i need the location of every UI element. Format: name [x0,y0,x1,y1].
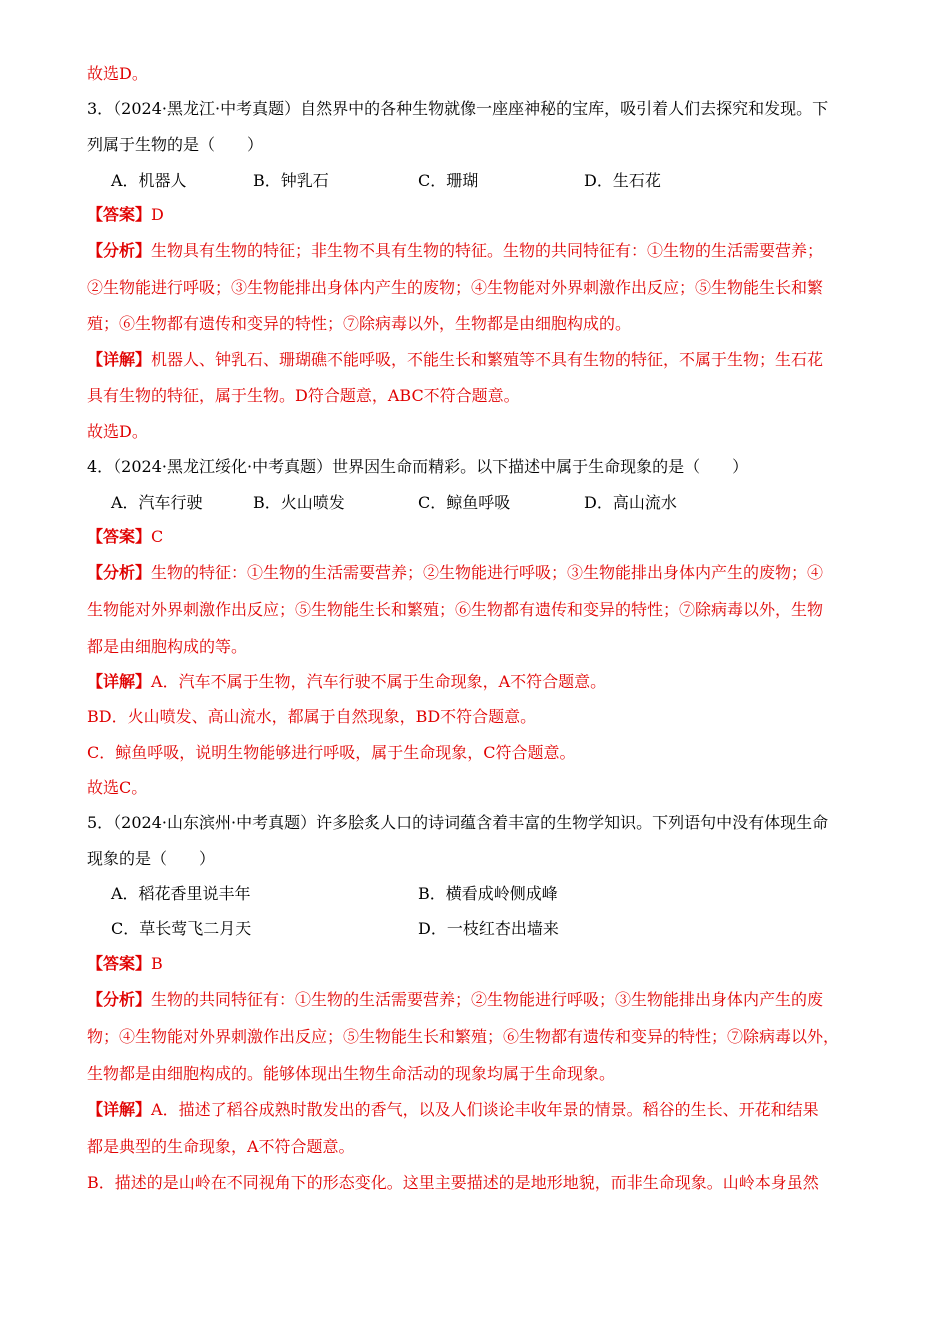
q5-detail-line1 [87,1100,819,1120]
q5-option-a: A．稻花香里说丰年 [111,884,251,903]
q5-option-c: C．草长莺飞二月天 [111,919,252,938]
q3-option-a: A．机器人 [111,171,187,190]
detail-text: A．描述了稻谷成熟时散发出的香气，以及人们谈论丰收年景的情景。稻谷的生长、开花和结果 [151,1100,819,1119]
analysis-tag: 【分析】 [87,990,152,1009]
q5-analysis-line1 [87,990,823,1010]
q5-option-d: D．一枝红杏出墙来 [418,919,559,938]
q4-conclusion: 故选C。 [87,778,148,797]
q4-option-c: C．鲸鱼呼吸 [418,493,511,512]
q5-analysis-line3: 生物都是由细胞构成的。能够体现出生物生命活动的现象均属于生命现象。 [87,1064,616,1083]
q3-answer [87,205,164,225]
q5-option-b: B．横看成岭侧成峰 [418,884,558,903]
analysis-text: 生物具有生物的特征；非生物不具有生物的特征。生物的共同特征有：①生物的生活需要营养； [151,241,824,260]
answer-tag: 【答案】 [87,954,152,973]
detail-tag: 【详解】 [87,350,152,369]
q3-option-b: B．钟乳石 [253,171,329,190]
q4-analysis-line1 [87,563,823,583]
answer-tag: 【答案】 [87,527,152,546]
analysis-text: 生物的共同特征有：①生物的生活需要营养；②生物能进行呼吸；③生物能排出身体内产生的废 [151,990,824,1009]
answer-value: C [151,527,164,546]
q5-stem-line1: 5．（2024·山东滨州·中考真题）许多脍炙人口的诗词蕴含着丰富的生物学知识。下列语句中没有体现生命 [87,813,829,832]
analysis-tag: 【分析】 [87,241,152,260]
q5-detail-line3: B．描述的是山岭在不同视角下的形态变化。这里主要描述的是地形地貌，而非生命现象。山岭本身虽然 [87,1173,819,1192]
detail-tag: 【详解】 [87,1100,152,1119]
q3-stem-line2: 列属于生物的是（ ） [87,135,264,154]
detail-text: A．汽车不属于生物，汽车行驶不属于生命现象，A不符合题意。 [151,672,607,691]
q4-option-d: D．高山流水 [584,493,677,512]
q4-analysis-line2: 生物能对外界刺激作出反应；⑤生物能生长和繁殖；⑥生物都有遗传和变异的特性；⑦除病毒以外，生物 [87,600,824,619]
q3-analysis-line2: ②生物能进行呼吸；③生物能排出身体内产生的废物；④生物能对外界刺激作出反应；⑤生物能生长和繁 [87,278,824,297]
q5-analysis-line2: 物；④生物能对外界刺激作出反应；⑤生物能生长和繁殖；⑥生物都有遗传和变异的特性；⑦除病毒以外， [87,1027,840,1046]
q3-stem-line1: 3．（2024·黑龙江·中考真题）自然界中的各种生物就像一座座神秘的宝库，吸引着人们去探究和发现。下 [87,99,829,118]
q4-answer [87,527,163,547]
q4-option-b: B．火山喷发 [253,493,345,512]
q3-detail-line2: 具有生物的特征，属于生物。D符合题意，ABC不符合题意。 [87,386,520,405]
answer-value: B [151,954,163,973]
analysis-text: 生物的特征：①生物的生活需要营养；②生物能进行呼吸；③生物能排出身体内产生的废物；④ [151,563,824,582]
conclusion-prev: 故选D。 [87,64,148,83]
answer-value: D [151,205,164,224]
q3-conclusion: 故选D。 [87,422,148,441]
detail-text: 机器人、钟乳石、珊瑚礁不能呼吸，不能生长和繁殖等不具有生物的特征，不属于生物；生石花 [151,350,824,369]
q3-option-c: C．珊瑚 [418,171,479,190]
q4-stem-line1: 4．（2024·黑龙江绥化·中考真题）世界因生命而精彩。以下描述中属于生命现象的是（ ） [87,457,749,476]
q4-analysis-line3: 都是由细胞构成的等。 [87,637,248,656]
q3-analysis-line1 [87,241,823,261]
q5-detail-line2: 都是典型的生命现象，A不符合题意。 [87,1137,355,1156]
q5-answer [87,954,163,974]
q4-option-a: A．汽车行驶 [111,493,203,512]
q5-stem-line2: 现象的是（ ） [87,849,216,868]
q3-analysis-line3: 殖；⑥生物都有遗传和变异的特性；⑦除病毒以外，生物都是由细胞构成的。 [87,314,632,333]
q3-option-d: D．生石花 [584,171,661,190]
q4-detail-line1 [87,672,606,692]
detail-tag: 【详解】 [87,672,152,691]
q4-detail-line2: BD．火山喷发、高山流水，都属于自然现象，BD不符合题意。 [87,707,537,726]
q4-detail-line3: C．鲸鱼呼吸，说明生物能够进行呼吸，属于生命现象，C符合题意。 [87,743,576,762]
answer-tag: 【答案】 [87,205,152,224]
analysis-tag: 【分析】 [87,563,152,582]
q3-detail-line1 [87,350,823,370]
